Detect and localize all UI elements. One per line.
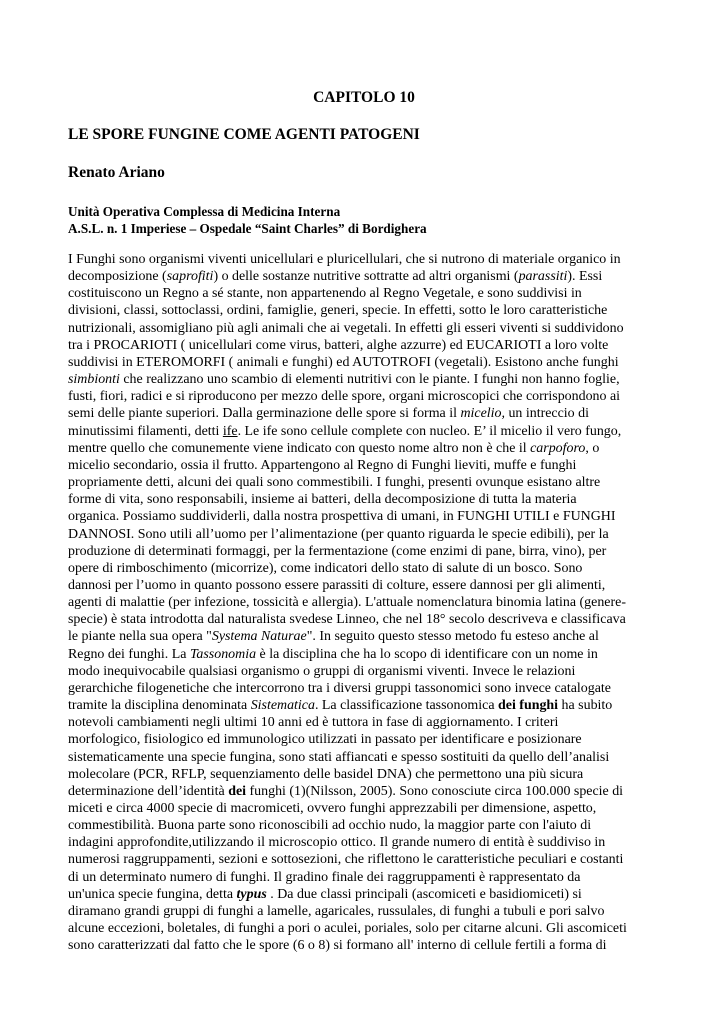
- text-run: specie) è stata introdotta dal naturalista svedese Linneo, che nel 18° secolo descriveva e classificava: [68, 612, 626, 628]
- emphasis-run: saprofiti: [166, 269, 214, 285]
- body-line: [68, 302, 660, 319]
- body-line: [68, 628, 660, 645]
- body-line: [68, 491, 660, 508]
- text-run: minutissimi filamenti, detti: [68, 423, 223, 439]
- emphasis-run: micelio,: [460, 406, 505, 422]
- body-line: [68, 526, 660, 543]
- body-line: [68, 834, 660, 851]
- text-run: divisioni, classi, sottoclassi, ordini, famiglie, generi, specie. In effetti, sotto le loro caratteristiche: [68, 303, 608, 319]
- text-run: costituiscono un Regno a sé stante, non appartenendo al Regno Vegetale, e sono suddivisi in: [68, 286, 582, 302]
- body-line: [68, 354, 660, 371]
- emphasis-run: simbionti: [68, 372, 120, 388]
- text-run: ha subito: [558, 698, 613, 714]
- text-run: ) o delle sostanze nutritive sottratte ad altri organismi (: [213, 269, 519, 285]
- emphasis-run: Sistematica: [250, 698, 315, 714]
- body-line: [68, 371, 660, 388]
- text-run: organica. Possiamo suddividerli, dalla nostra prospettiva di umani, in FUNGHI UTILI e FUNGHI: [68, 509, 616, 525]
- body-line: [68, 766, 660, 783]
- document-page: [68, 88, 660, 954]
- text-run: le piante nella sua opera ": [68, 629, 212, 645]
- text-run: numerosi raggruppamenti, sezioni e sottosezioni, che riflettono le caratteristiche peculiari e costanti: [68, 852, 624, 868]
- text-run: molecolare (PCR, RFLP, sequenziamento delle basidel DNA) che permettono una più sicura: [68, 766, 584, 782]
- text-run: I Funghi sono organismi viventi unicellulari e pluricellulari, che si nutrono di materiale organico in: [68, 252, 621, 267]
- text-run: un intreccio di: [504, 406, 589, 422]
- text-run: un'unica specie fungina, detta: [68, 886, 237, 902]
- text-run: propriamente detti, alcuni dei quali sono commestibili. I funghi, presenti ovunque esistano altre: [68, 475, 601, 491]
- body-line: [68, 903, 660, 920]
- body-line: [68, 388, 660, 405]
- body-line: [68, 697, 660, 714]
- body-line: [68, 560, 660, 577]
- text-run: sistematicamente una specie fungina, sono stati affiancati e spesso sostituiti da quello dell’analisi: [68, 749, 610, 765]
- text-run: , o: [585, 440, 600, 456]
- body-line: [68, 663, 660, 680]
- author-name: Renato Ariano: [68, 164, 165, 181]
- text-run: indagini approfondite,utilizzando il microscopio ottico. Il grande numero di entità è suddiviso in: [68, 835, 606, 851]
- text-run: ". In seguito questo stesso metodo fu esteso anche al: [306, 629, 599, 645]
- body-line: [68, 817, 660, 834]
- body-line: [68, 646, 660, 663]
- text-run: nutrizionali, assomigliano più agli animali che ai vegetali. In effetti gli esseri viventi si suddividono: [68, 320, 624, 336]
- text-run: DANNOSI. Sono utili all’uomo per l’alimentazione (per quanto riguarda le specie edibili), per la: [68, 526, 609, 542]
- emphasis-run: dei: [228, 783, 247, 799]
- text-run: morfologico, fisiologico ed immunologico utilizzati in passato per identificare e posizionare: [68, 732, 582, 748]
- affiliation-block: [68, 203, 660, 237]
- emphasis-run: carpoforo: [530, 440, 586, 456]
- body-line: [68, 320, 660, 337]
- text-run: funghi (1)(Nilsson, 2005). Sono conosciute circa 100.000 specie di: [246, 783, 624, 799]
- text-run: determinazione dell’identità: [68, 783, 229, 799]
- body-line: [68, 783, 660, 800]
- text-run: suddivisi in ETEROMORFI ( animali e funghi) ed AUTOTROFI (vegetali). Esistono anche funghi: [68, 354, 619, 370]
- text-run: commestibilità. Buona parte sono riconoscibili ad occhio nudo, la maggior parte con l'aiuto di: [68, 818, 592, 834]
- text-run: gerarchiche filogenetiche che intercorrono tra i diversi gruppi tassonomici sono invece catalogate: [68, 680, 611, 696]
- body-line: [68, 680, 660, 697]
- body-line: [68, 285, 660, 302]
- text-run: mentre quello che comunemente viene indicato con questo nome altro non è che il: [68, 440, 531, 456]
- text-run: tramite la disciplina denominata: [68, 698, 251, 714]
- text-run: diramano grandi gruppi di funghi a lamelle, agaricales, russulales, di funghi a tubuli e pori salvo: [68, 903, 605, 919]
- text-run: modo inequivocabile qualsiasi organismo o gruppi di organismi viventi. Invece le relazioni: [68, 663, 576, 679]
- body-line: [68, 474, 660, 491]
- chapter-heading: CAPITOLO 10: [313, 89, 415, 106]
- body-line: [68, 594, 660, 611]
- body-line: [68, 440, 660, 457]
- body-line: [68, 405, 660, 422]
- affiliation-line-1: Unità Operativa Complessa di Medicina Interna: [68, 204, 341, 219]
- text-run: semi delle piante superiori. Dalla germinazione delle spore si forma il: [68, 406, 461, 422]
- text-run: notevoli cambiamenti negli ultimi 10 anni ed è tuttora in fase di aggiornamento. I criteri: [68, 715, 559, 731]
- body-line: [68, 268, 660, 285]
- body-line: [68, 920, 660, 937]
- text-run: . Da due classi principali (ascomiceti e basidiomiceti) si: [266, 886, 582, 902]
- body-line: [68, 611, 660, 628]
- text-run: fusti, fiori, radici e si riproducono per mezzo delle spore, organi microscopici che corrispondono ai: [68, 389, 621, 405]
- body-line: [68, 869, 660, 886]
- emphasis-run: dei funghi: [498, 698, 559, 714]
- text-run: micelio secondario, ossia il frutto. Appartengono al Regno di Funghi lieviti, muffe e funghi: [68, 457, 577, 473]
- body-line: [68, 543, 660, 560]
- text-run: . Le ife sono cellule complete con nucleo. E’ il micelio il vero fungo,: [237, 423, 622, 439]
- body-line: [68, 251, 660, 268]
- body-line: [68, 577, 660, 594]
- emphasis-run: Systema Naturae: [211, 629, 307, 645]
- text-run: è la disciplina che ha lo scopo di identificare con un nome in: [256, 646, 598, 662]
- text-run: forme di vita, sono responsabili, insieme ai batteri, della decomposizione di tutta la materia: [68, 492, 577, 508]
- body-line: [68, 337, 660, 354]
- text-run: di un determinato numero di funghi. Il gradino finale dei raggruppamenti è rappresentato da: [68, 869, 581, 885]
- text-run: ). Essi: [567, 269, 603, 285]
- text-run: alcune eccezioni, boletales, di funghi a pori o aculei, poriales, solo per citarne alcuni. Gli ascomiceti: [68, 921, 627, 937]
- body-line: [68, 749, 660, 766]
- body-line: [68, 457, 660, 474]
- emphasis-run: Tassonomia: [189, 646, 257, 662]
- text-run: decomposizione (: [68, 269, 167, 285]
- emphasis-run: ife: [222, 423, 238, 439]
- body-line: [68, 423, 660, 440]
- text-run: miceti e circa 4000 specie di macromiceti, ovvero funghi apprezzabili per dimensione, aspetto,: [68, 801, 597, 816]
- text-run: . La classificazione tassonomica: [314, 698, 499, 714]
- text-run: opere di rimboschimento (micorrize), come indicatori dello stato di salute di un bosco. Sono: [68, 560, 583, 576]
- text-run: che realizzano uno scambio di elementi nutritivi con le piante. I funghi non hanno foglie,: [119, 372, 620, 388]
- text-run: agenti di malattie (per infezione, tossicità e allergia). L'attuale nomenclatura binomia latina (genere-: [68, 595, 626, 611]
- text-run: Regno dei funghi. La: [68, 646, 190, 662]
- emphasis-run: parassiti: [518, 269, 568, 285]
- emphasis-run: typus: [236, 886, 267, 902]
- chapter-title: LE SPORE FUNGINE COME AGENTI PATOGENI: [68, 126, 420, 143]
- body-line: [68, 886, 660, 903]
- body-line: [68, 714, 660, 731]
- affiliation-line-2: A.S.L. n. 1 Imperiese – Ospedale “Saint Charles” di Bordighera: [68, 221, 427, 236]
- body-line: [68, 731, 660, 748]
- body-line: [68, 937, 660, 954]
- text-run: produzione di determinati formaggi, per la fermentazione (come enzimi di pane, birra, vino), per: [68, 543, 607, 559]
- text-run: dannosi per l’uomo in quanto possono essere parassiti di colture, essere dannosi per gli alimenti,: [68, 577, 606, 593]
- body-line: [68, 800, 660, 817]
- text-run: tra i PROCARIOTI ( unicellulari come virus, batteri, alghe azzurre) ed EUCARIOTI a loro volte: [68, 337, 609, 353]
- text-run: sono caratterizzati dal fatto che le spore (6 o 8) si formano all' interno di cellule fertili a forma di: [68, 938, 607, 954]
- body-line: [68, 851, 660, 868]
- body-line: [68, 508, 660, 525]
- body-paragraph: [68, 251, 660, 954]
